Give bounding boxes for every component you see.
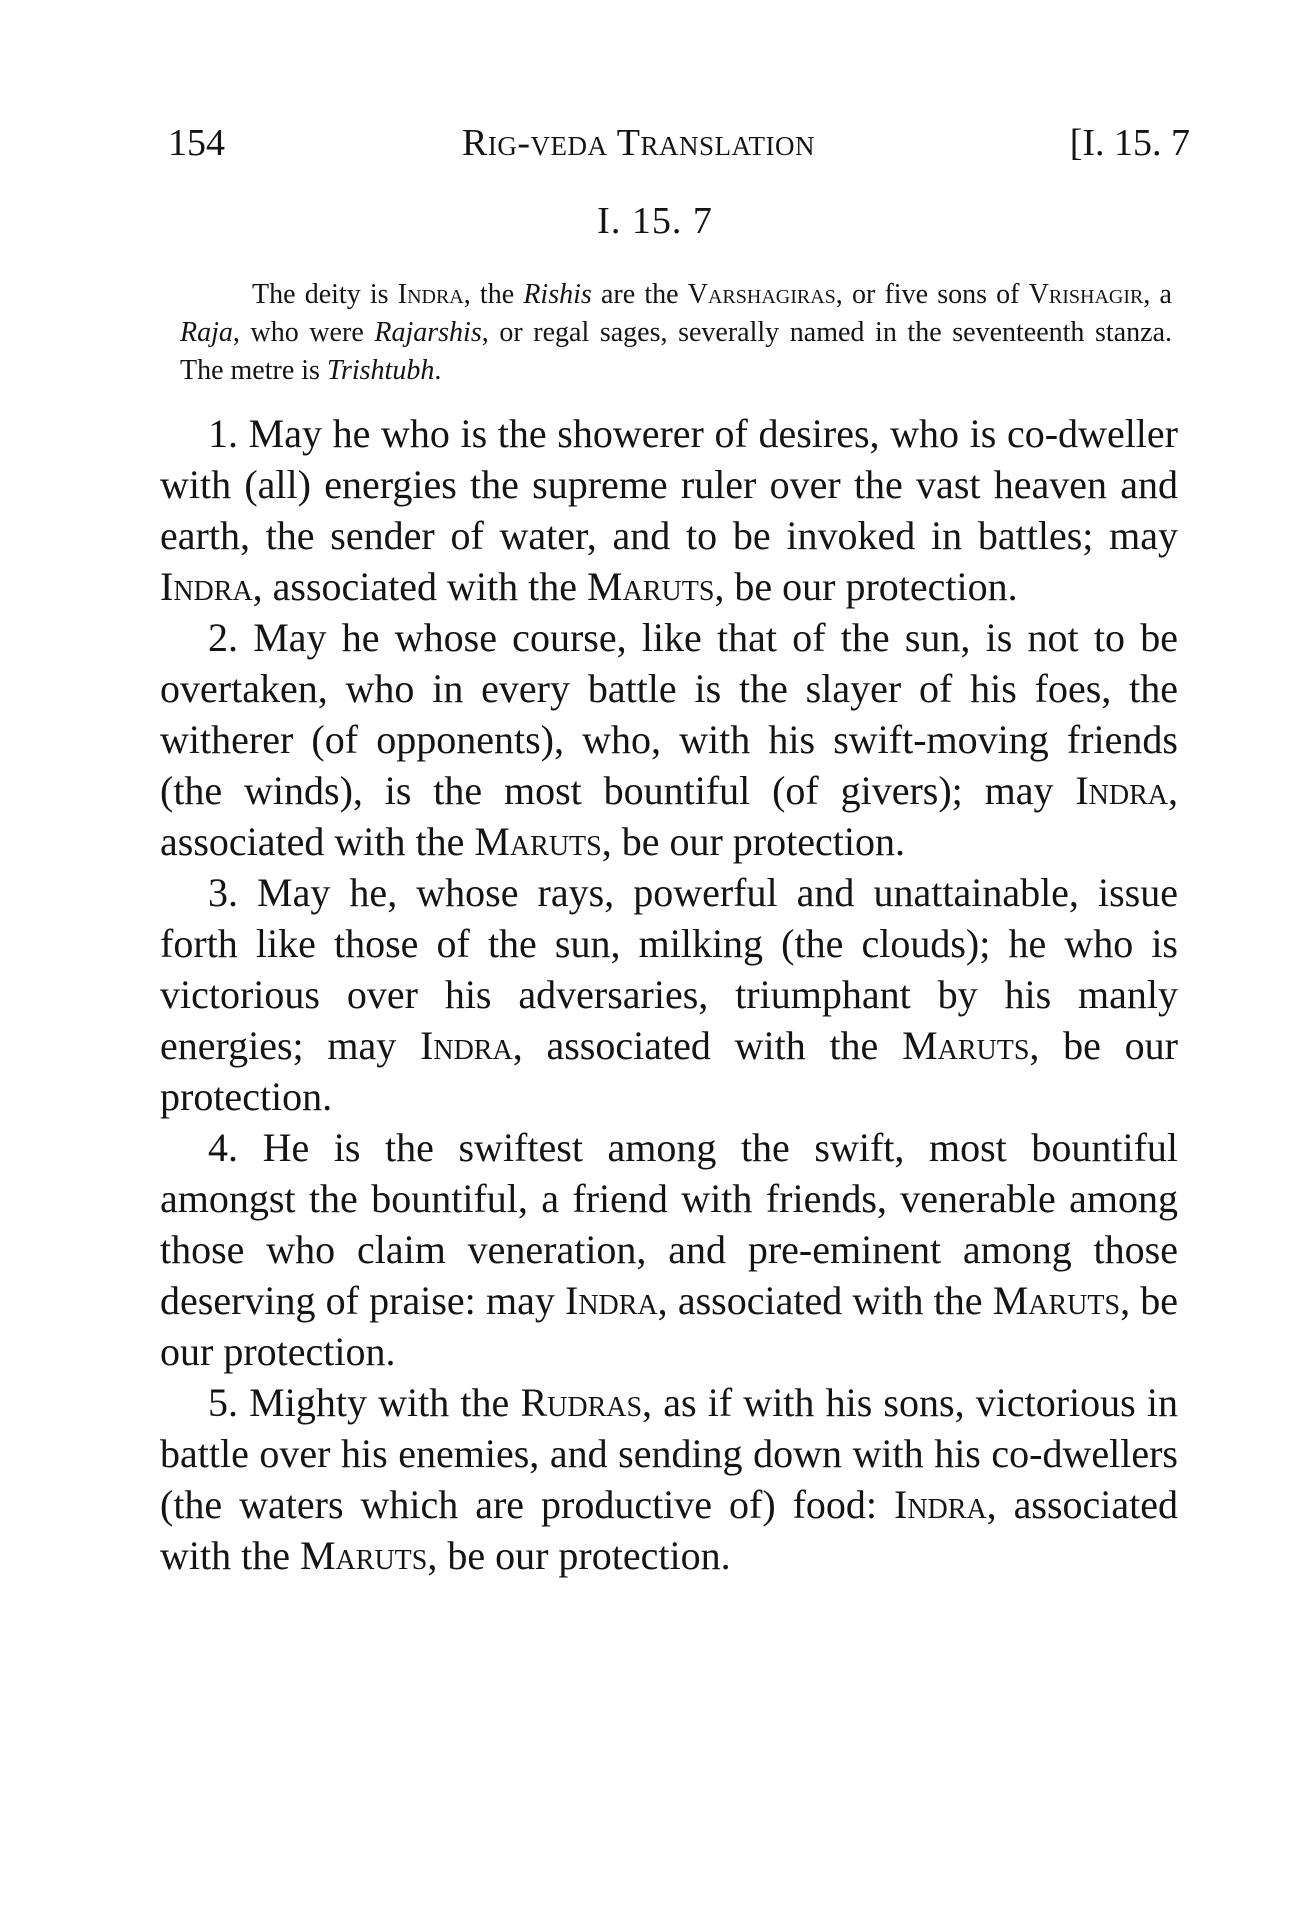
verse-4 (160, 1122, 1178, 1377)
intro-text: The deity is (252, 279, 398, 310)
indra-name: Indra (420, 1023, 513, 1068)
hymn-introduction (180, 276, 1172, 390)
rishis-term: Rishis (523, 279, 592, 310)
varshagiras-name: Varshagiras (687, 279, 836, 310)
maruts-name: Maruts (474, 819, 602, 864)
verse-text: , associated with the (160, 768, 1178, 864)
verse-text: , be our protection. (427, 1533, 731, 1578)
verse-text: , associated with the (512, 1023, 903, 1068)
metre-name: Trishtubh (326, 355, 435, 386)
maruts-name: Maruts (299, 1533, 428, 1578)
intro-text: , who were (232, 317, 375, 348)
rudras-name: Rudras (520, 1380, 643, 1425)
verse-text: 3. May he, whose rays, powerful and unattainable, issue forth like those of the sun, milking (the clouds); he who is victorious over his adversaries, triumphant by his manly energies; may (160, 870, 1178, 1068)
maruts-name: Maruts (587, 564, 715, 609)
intro-text: are the (591, 279, 688, 310)
verse-text: 4. He is the swiftest among the swift, most bountiful amongst the bountiful, a friend with friends, venerable among those who claim veneration, and pre-eminent among those deserving of praise: may (160, 1125, 1178, 1323)
maruts-name: Maruts (992, 1278, 1121, 1323)
verse-text: , be our protection. (160, 1278, 1178, 1374)
verse-2 (160, 612, 1178, 867)
verse-text: , associated with the (160, 1482, 1179, 1578)
page-number: 154 (168, 122, 225, 164)
verse-text: , associated with the (657, 1278, 993, 1323)
section-reference: [I. 15. 7 (1069, 122, 1190, 164)
indra-name: Indra (160, 564, 253, 609)
running-head (168, 118, 1190, 168)
maruts-name: Maruts (902, 1023, 1030, 1068)
verse-3 (160, 867, 1178, 1122)
verse-1 (160, 408, 1178, 612)
verse-text: , be our protection. (601, 819, 905, 864)
intro-text: , the (463, 279, 524, 310)
intro-paragraph (180, 276, 1172, 390)
verse-list (160, 408, 1178, 1581)
rajarshis-term: Rajarshis (374, 317, 482, 348)
deity-name: Indra (397, 279, 464, 310)
verse-text: 2. May he whose course, like that of the sun, is not to be overtaken, who in every battle is the slayer of his foes, the witherer (of opponents), who, with his swift-moving friends (the winds), is the most bountiful (of givers); may (160, 615, 1178, 813)
verse-text: , be our protection. (160, 1023, 1178, 1119)
intro-text: , or five sons of (835, 279, 1029, 310)
indra-name: Indra (1075, 768, 1168, 813)
verse-text: 1. May he who is the showerer of desires, who is co-dweller with (all) energies the supreme ruler over the vast heaven and earth, the sender of water, and to be invoked in battles; may (160, 411, 1178, 558)
verse-5 (160, 1377, 1178, 1581)
running-title: Rig-veda Translation (462, 122, 816, 164)
verse-text: , associated with the (252, 564, 588, 609)
raja-term: Raja (180, 317, 233, 348)
verse-text: , be our protection. (714, 564, 1018, 609)
intro-text: , a (1143, 279, 1172, 310)
intro-text: , or regal sages, severally named in the seventeenth stanza. The metre is (180, 317, 1172, 386)
hymn-number: I. 15. 7 (597, 200, 713, 242)
intro-text: . (434, 355, 442, 386)
verse-text: 5. Mighty with the (208, 1380, 521, 1425)
verse-text: , as if with his sons, victorious in battle over his enemies, and sending down with his co-dwellers (the waters which are productive of) food: (160, 1380, 1178, 1527)
indra-name: Indra (565, 1278, 658, 1323)
vrishagir-name: Vrishagir (1028, 279, 1144, 310)
indra-name: Indra (894, 1482, 987, 1527)
